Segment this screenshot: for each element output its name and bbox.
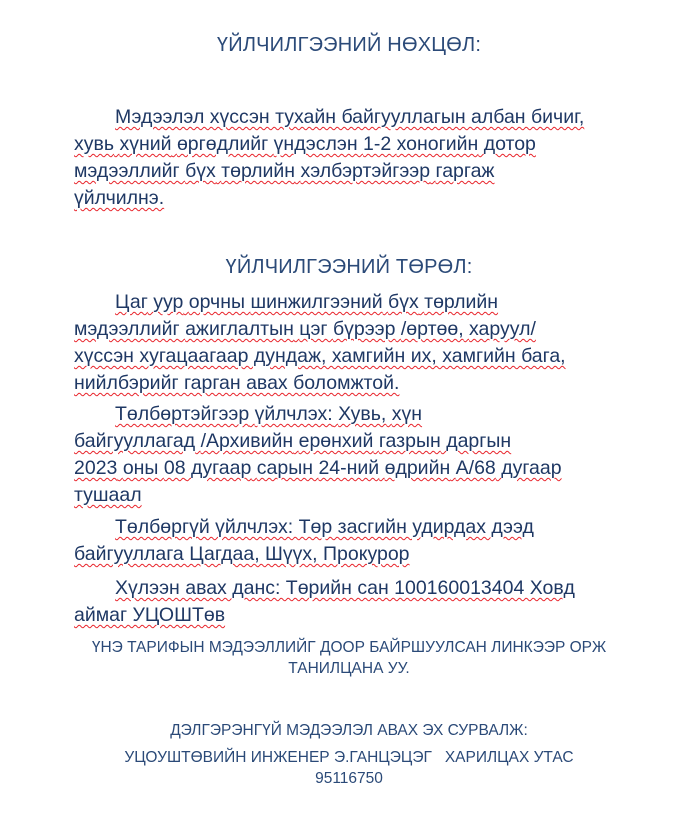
types-p4-line-2 xyxy=(74,602,619,629)
word: шинжилгээний xyxy=(250,291,383,313)
word: бүх xyxy=(388,291,419,313)
word: Мэдээлэл хүссэн тухайн байгууллагын албан бичиг, xyxy=(115,106,585,128)
word: аймаг УЦОШТөв xyxy=(74,604,226,626)
word: үйлчлэх: xyxy=(254,403,333,425)
types-p2-line-4 xyxy=(74,482,619,509)
source-heading: ДЭЛГЭРЭНГҮЙ МЭДЭЭЛЭЛ АВАХ ЭХ СУРВАЛЖ: xyxy=(170,722,528,739)
conditions-line-3 xyxy=(74,158,619,185)
types-p3-line-2 xyxy=(74,541,619,568)
tariff-note xyxy=(0,637,698,679)
word: хувь xyxy=(74,133,115,155)
word: бүх xyxy=(185,160,216,182)
word: хүн xyxy=(391,403,423,425)
word: даргын xyxy=(446,430,512,452)
word: 1-2 xyxy=(363,133,392,155)
types-heading: ҮЙЛЧИЛГЭЭНИЙ ТӨРӨЛ: xyxy=(225,256,473,278)
word: мэдээллийг xyxy=(74,318,180,340)
word: 2023 xyxy=(74,457,118,479)
word: өдрийн xyxy=(384,457,451,479)
word: ерөнхий xyxy=(298,430,374,452)
types-p4-line-1 xyxy=(74,575,619,602)
word: Төлбөртэйгээр xyxy=(115,403,250,425)
word: хэлбэртэйгээр xyxy=(300,160,431,182)
word: бүрээр xyxy=(332,318,396,340)
types-p1-line-2 xyxy=(74,316,619,343)
word: байгууллага Цагдаа, Шүүх, Прокурор xyxy=(74,543,410,565)
word: ажиглалтын xyxy=(185,318,294,340)
types-p1-line-1 xyxy=(74,289,619,316)
word: тушаал xyxy=(74,484,142,506)
word: үйлчилнэ. xyxy=(74,187,165,209)
conditions-heading: ҮЙЛЧИЛГЭЭНИЙ НӨХЦӨЛ: xyxy=(216,34,482,56)
word: харуул/ xyxy=(469,318,536,340)
word: байгууллагад xyxy=(74,430,196,452)
types-paragraph-1 xyxy=(74,289,619,397)
word: Цаг xyxy=(115,291,148,313)
word: /Архивийн xyxy=(200,430,294,452)
word: хүний xyxy=(119,133,172,155)
word: дугаар xyxy=(191,457,252,479)
word: уур xyxy=(153,291,184,313)
types-paragraph-3 xyxy=(74,514,619,568)
word: Хувь, xyxy=(338,403,387,425)
source-contact-line: УЦОУШТӨВИЙН ИНЖЕНЕР Э.ГАНЦЭЦЭГ ХАРИЛЦАХ УТАС xyxy=(124,749,574,766)
word: орчны xyxy=(188,291,246,313)
conditions-line-1 xyxy=(74,104,619,131)
word: А/68 xyxy=(455,457,496,479)
word: цэг xyxy=(299,318,328,340)
word: газрын xyxy=(378,430,441,452)
types-p3-line-1 xyxy=(74,514,619,541)
types-p2-line-1 xyxy=(74,401,619,428)
word: үндэслэн xyxy=(273,133,358,155)
types-p2-line-2 xyxy=(74,428,619,455)
word: нийлбэрийг гарган авах боломжтой. xyxy=(74,372,400,394)
word: хүссэн хугацаагаар дундаж, хамгийн их, хамгийн бага, xyxy=(74,345,566,367)
word: 24-ний xyxy=(318,457,380,479)
word: төрлийн xyxy=(221,160,296,182)
conditions-paragraph xyxy=(74,104,619,212)
word: хоногийн xyxy=(396,133,479,155)
conditions-line-4 xyxy=(74,185,619,212)
types-p1-line-4 xyxy=(74,370,619,397)
word: өргөдлийг xyxy=(176,133,269,155)
word: дотор xyxy=(483,133,536,155)
word: 08 xyxy=(163,457,186,479)
types-p1-line-3 xyxy=(74,343,619,370)
word: төрлийн xyxy=(424,291,499,313)
tariff-note-line-1: ҮНЭ ТАРИФЫН МЭДЭЭЛЛИЙГ ДООР БАЙРШУУЛСАН ЛИНКЭЭР ОРЖ xyxy=(91,639,607,656)
conditions-line-2 xyxy=(74,131,619,158)
word: сарын xyxy=(256,457,314,479)
tariff-note-line-2: ТАНИЛЦАНА УУ. xyxy=(288,660,410,677)
word: Хүлээн авах данс: Төрийн сан 100160013404 Ховд xyxy=(115,577,575,599)
word: гаргаж xyxy=(435,160,495,182)
types-p2-line-3 xyxy=(74,455,619,482)
word: Төлбөргүй үйлчлэх: Төр засгийн удирдах дээд xyxy=(115,516,534,538)
word: дугаар xyxy=(501,457,562,479)
types-paragraph-2 xyxy=(74,401,619,509)
word: оны xyxy=(122,457,159,479)
word: /өртөө, xyxy=(400,318,464,340)
word: мэдээллийг xyxy=(74,160,180,182)
source-contact xyxy=(0,747,698,789)
types-paragraph-4 xyxy=(74,575,619,629)
source-phone: 95116750 xyxy=(315,770,383,787)
